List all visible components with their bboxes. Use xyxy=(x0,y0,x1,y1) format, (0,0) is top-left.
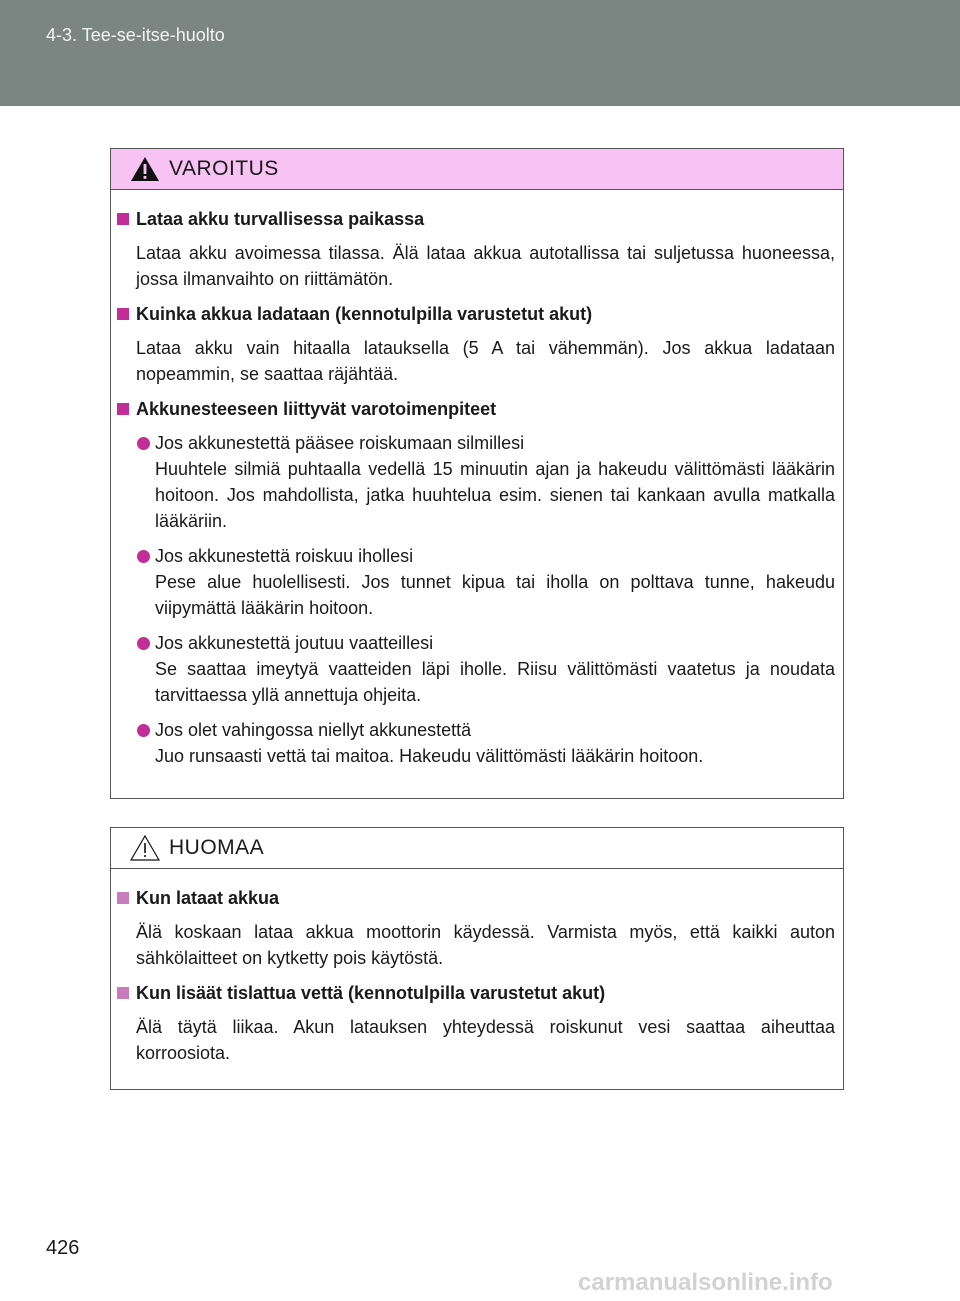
warning-title: VAROITUS xyxy=(169,157,279,180)
notice-header xyxy=(111,828,843,869)
page-header xyxy=(0,0,960,106)
notice-text-1: Älä koskaan lataa akkua moottorin käydessä. Varmista myös, että kaikki auton sähkölaitteet on kytketty pois käytöstä. xyxy=(136,922,835,968)
notice-text-2: Älä täytä liikaa. Akun latauksen yhteydessä roiskunut vesi saattaa aiheuttaa korroosiota. xyxy=(136,1017,835,1063)
warning-heading-3: Akkunesteeseen liittyvät varotoimenpiteet xyxy=(111,396,835,422)
warning-text-2: Lataa akku vain hitaalla latauksella (5 A tai vähemmän). Jos akkua ladataan nopeammin, se saattaa räjähtää. xyxy=(136,338,835,384)
warning-header xyxy=(111,149,843,190)
bullet-item-3: Jos akkunestettä joutuu vaatteillesi Se saattaa imeytyä vaatteiden läpi iholle. Riisu välittömästi vaatetus ja noudata tarvittaessa yllä annettuja ohjeita. xyxy=(111,630,835,708)
notice-title: HUOMAA xyxy=(169,836,265,859)
caution-icon xyxy=(129,834,161,862)
circle-bullet-icon xyxy=(137,437,150,450)
warning-text-1: Lataa akku avoimessa tilassa. Älä lataa akkua autotallissa tai suljetussa huoneessa, jossa ilmanvaihto on riittämätön. xyxy=(136,243,835,289)
section-title: 4-3. Tee-se-itse-huolto xyxy=(46,25,225,45)
page-number: 426 xyxy=(46,1237,80,1259)
watermark: carmanualsonline.info xyxy=(578,1269,833,1296)
warning-box xyxy=(110,148,844,799)
bullet-item-1: Jos akkunestettä pääsee roiskumaan silmillesi Huuhtele silmiä puhtaalla vedellä 15 minuutin ajan ja hakeudu välittömästi lääkärin hoitoon. Jos mahdollista, jatka huuhtelua esim. sienen tai kankaan avulla matkalla lääkäriin. xyxy=(111,430,835,534)
warning-heading-1: Lataa akku turvallisessa paikassa xyxy=(111,206,835,232)
square-bullet-icon xyxy=(117,308,129,320)
notice-heading-1: Kun lataat akkua xyxy=(111,885,835,911)
warning-icon xyxy=(129,155,161,183)
square-bullet-icon xyxy=(117,892,129,904)
square-bullet-icon xyxy=(117,403,129,415)
square-bullet-icon xyxy=(117,213,129,225)
bullet-item-4: Jos olet vahingossa niellyt akkunestettä Juo runsaasti vettä tai maitoa. Hakeudu välittömästi lääkärin hoitoon. xyxy=(111,717,835,769)
bullet-item-2: Jos akkunestettä roiskuu ihollesi Pese alue huolellisesti. Jos tunnet kipua tai iholla on polttava tunne, hakeudu viipymättä lääkärin hoitoon. xyxy=(111,543,835,621)
warning-heading-2: Kuinka akkua ladataan (kennotulpilla varustetut akut) xyxy=(111,301,835,327)
notice-box xyxy=(110,827,844,1090)
circle-bullet-icon xyxy=(137,550,150,563)
square-bullet-icon xyxy=(117,987,129,999)
circle-bullet-icon xyxy=(137,724,150,737)
circle-bullet-icon xyxy=(137,637,150,650)
notice-heading-2: Kun lisäät tislattua vettä (kennotulpilla varustetut akut) xyxy=(111,980,835,1006)
